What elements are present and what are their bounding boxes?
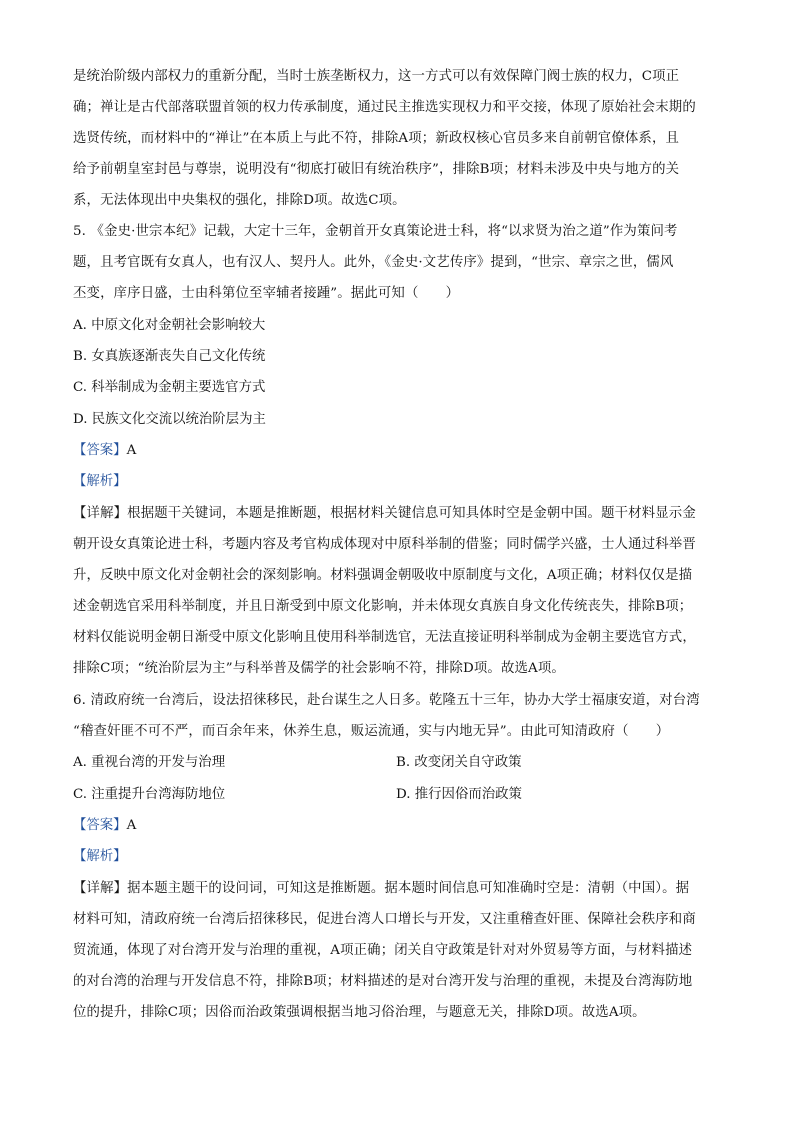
intro-line: 选贤传统，而材料中的“禅让”在本质上与此不符，排除A项；新政权核心官员多来自前朝官僚体系，且 (73, 131, 680, 146)
q6-detail-line: 贸流通，体现了对台湾开发与治理的重视，A项正确；闭关自守政策是针对对外贸易等方面，与材料描述 (73, 943, 693, 958)
q6-option-a: A. 重视台湾的开发与治理 (73, 755, 226, 770)
answer-value: A (126, 443, 137, 458)
q6-answer: 【答案】A (73, 818, 137, 833)
analysis-label: 解析 (86, 849, 114, 864)
intro-line: 是统治阶级内部权力的重新分配，当时士族垄断权力，这一方式可以有效保障门阀士族的权力，C项正 (73, 69, 680, 84)
q5-detail-line: 材料仅能说明金朝日渐受中原文化影响且使用科举制选官，无法直接证明科举制成为金朝主要选官方式， (73, 630, 696, 645)
q6-analysis-heading: 【解析】 (73, 849, 127, 864)
q5-option-b: B. 女真族逐渐丧失自己文化传统 (73, 349, 266, 364)
answer-label: 答案 (86, 443, 114, 458)
intro-line: 确；禅让是古代部落联盟首领的权力传承制度，通过民主推选实现权力和平交接，体现了原始社会末期的 (73, 100, 696, 115)
q5-detail-line: 【详解】根据题干关键词，本题是推断题，根据材料关键信息可知具体时空是金朝中国。题干材料显示金 (73, 506, 696, 521)
q5-analysis-heading: 【解析】 (73, 474, 127, 489)
q5-option-d: D. 民族文化交流以统治阶层为主 (73, 412, 266, 427)
q5-detail-line: 升，反映中原文化对金朝社会的深刻影响。材料强调金朝吸收中原制度与文化，A项正确；材料仅仅是描 (73, 568, 693, 583)
q5-stem-line: 5. 《金史·世宗本纪》记载，大定十三年，金朝首开女真策论进士科，将“以求贤为治之道”作为策问考 (73, 224, 678, 239)
answer-value: A (126, 818, 137, 833)
q5-stem-line: 丕变，庠序日盛，士由科第位至宰辅者接踵”。据此可知（ ） (73, 286, 460, 301)
q6-stem-line: “稽查奸匪不可不严，而百余年来，休养生息，贩运流通，实与内地无异”。由此可知清政府（ ） (73, 724, 670, 739)
q5-detail-line: 排除C项；“统治阶层为主”与科举普及儒学的社会影响不符，排除D项。故选A项。 (73, 661, 565, 676)
q6-option-d: D. 推行因俗而治政策 (396, 787, 522, 802)
q6-detail-line: 【详解】据本题主题干的设问词，可知这是推断题。据本题时间信息可知准确时空是：清朝（中国）。据 (73, 881, 690, 896)
q6-option-c: C. 注重提升台湾海防地位 (73, 787, 226, 802)
q5-option-c: C. 科举制成为金朝主要选官方式 (73, 380, 266, 395)
intro-line: 给予前朝皇室封邑与尊崇，说明没有“彻底打破旧有统治秩序”，排除B项；材料未涉及中央与地方的关 (73, 162, 680, 177)
q5-stem-line: 题，且考官既有女真人，也有汉人、契丹人。此外，《金史·文艺传序》提到，“世宗、章宗之世，儒风 (73, 255, 674, 270)
q6-detail-line: 的对台湾的治理与开发信息不符，排除B项；材料描述的是对台湾开发与治理的重视，未提及台湾海防地 (73, 974, 693, 989)
q6-stem-line: 6. 清政府统一台湾后，设法招徕移民，赴台谋生之人日多。乾隆五十三年，协办大学士福康安道，对台湾 (73, 693, 700, 708)
intro-line: 系，无法体现出中央集权的强化，排除D项。故选C项。 (73, 193, 406, 208)
answer-label: 答案 (86, 818, 114, 833)
q5-detail-line: 朝开设女真策论进士科，考题内容及考官构成体现对中原科举制的借鉴；同时儒学兴盛，士人通过科举晋 (73, 537, 696, 552)
q5-answer: 【答案】A (73, 443, 137, 458)
q6-detail-line: 位的提升，排除C项；因俗而治政策强调根据当地习俗治理，与题意无关，排除D项。故选A项。 (73, 1005, 646, 1020)
q6-detail-line: 材料可知，清政府统一台湾后招徕移民，促进台湾人口增长与开发，又注重稽查奸匪、保障社会秩序和商 (73, 912, 696, 927)
q5-option-a: A. 中原文化对金朝社会影响较大 (73, 318, 266, 333)
q6-option-b: B. 改变闭关自守政策 (396, 755, 522, 770)
analysis-label: 解析 (86, 474, 114, 489)
q5-detail-line: 述金朝选官采用科举制度，并且日渐受到中原文化影响，并未体现女真族自身文化传统丧失，排除B项； (73, 599, 693, 614)
